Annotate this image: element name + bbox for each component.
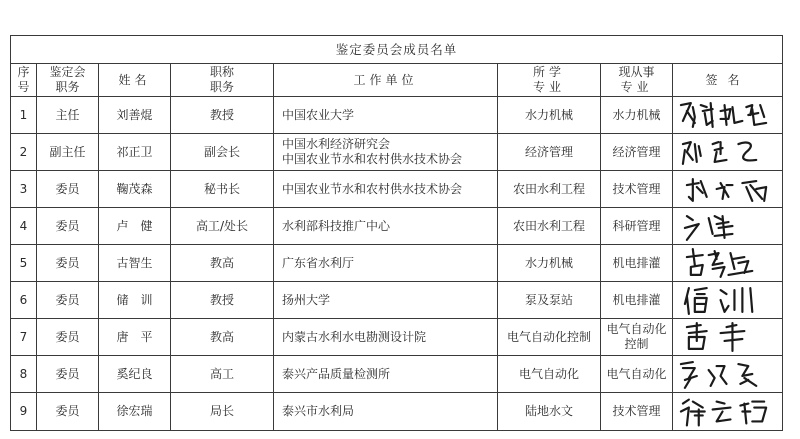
row-unit: 水利部科技推广中心 [274,208,498,245]
committee-roster-table [10,35,783,431]
row-current: 技术管理 [601,393,673,431]
handwritten-signature [673,134,782,170]
row-role: 委员 [37,245,99,282]
handwritten-signature [673,319,782,355]
handwritten-signature [673,97,782,133]
handwritten-signature [673,245,782,281]
signature-cell [673,393,783,431]
table-title-row [11,36,783,64]
row-current: 经济管理 [601,134,673,171]
table-row [11,97,783,134]
row-title: 教高 [171,319,274,356]
row-name: 古智生 [99,245,171,282]
row-unit: 中国水利经济研究会 中国农业节水和农村供水技术协会 [274,134,498,171]
row-role: 委员 [37,319,99,356]
row-no: 1 [11,97,37,134]
row-title: 教授 [171,282,274,319]
table-row [11,319,783,356]
header-name: 姓名 [99,64,171,97]
header-role: 鉴定会 职务 [37,64,99,97]
signature-cell [673,97,783,134]
row-current: 科研管理 [601,208,673,245]
row-no: 5 [11,245,37,282]
row-role: 委员 [37,393,99,431]
row-role: 委员 [37,208,99,245]
table-row [11,393,783,431]
row-no: 6 [11,282,37,319]
row-title: 局长 [171,393,274,431]
table-row [11,208,783,245]
row-name: 祁正卫 [99,134,171,171]
header-major: 所学 专业 [498,64,601,97]
row-current: 电气自动化 [601,356,673,393]
row-current: 机电排灌 [601,282,673,319]
row-major: 农田水利工程 [498,208,601,245]
row-current: 水力机械 [601,97,673,134]
row-major: 电气自动化 [498,356,601,393]
row-title: 高工 [171,356,274,393]
header-current: 现从事 专业 [601,64,673,97]
signature-cell [673,171,783,208]
table-row [11,282,783,319]
row-role: 委员 [37,282,99,319]
row-role: 主任 [37,97,99,134]
handwritten-signature [673,208,782,244]
header-row [11,64,783,97]
row-major: 经济管理 [498,134,601,171]
row-title: 教高 [171,245,274,282]
handwritten-signature [673,393,782,430]
row-major: 水力机械 [498,245,601,282]
row-name: 徐宏瑞 [99,393,171,431]
header-unit: 工作单位 [274,64,498,97]
row-role: 委员 [37,356,99,393]
row-unit: 中国农业节水和农村供水技术协会 [274,171,498,208]
handwritten-signature [673,356,782,392]
signature-cell [673,134,783,171]
row-no: 3 [11,171,37,208]
row-title: 教授 [171,97,274,134]
handwritten-signature [673,282,782,318]
row-current: 电气自动化 控制 [601,319,673,356]
handwritten-signature [673,171,782,207]
row-current: 机电排灌 [601,245,673,282]
row-unit: 内蒙古水利水电勘测设计院 [274,319,498,356]
row-name: 刘善焜 [99,97,171,134]
row-no: 9 [11,393,37,431]
row-name: 唐 平 [99,319,171,356]
row-no: 4 [11,208,37,245]
row-role: 委员 [37,171,99,208]
table-row [11,356,783,393]
row-unit: 中国农业大学 [274,97,498,134]
row-unit: 泰兴产品质量检测所 [274,356,498,393]
row-no: 7 [11,319,37,356]
table-row [11,134,783,171]
signature-cell [673,319,783,356]
row-unit: 扬州大学 [274,282,498,319]
signature-cell [673,356,783,393]
row-name: 储 训 [99,282,171,319]
row-current: 技术管理 [601,171,673,208]
header-title: 职称 职务 [171,64,274,97]
row-title: 秘书长 [171,171,274,208]
row-major: 水力机械 [498,97,601,134]
signature-cell [673,208,783,245]
row-no: 8 [11,356,37,393]
signature-cell [673,282,783,319]
row-major: 泵及泵站 [498,282,601,319]
table-title: 鉴定委员会成员名单 [11,36,783,64]
table-row [11,245,783,282]
row-unit: 泰兴市水利局 [274,393,498,431]
table-row [11,171,783,208]
row-name: 鞠茂森 [99,171,171,208]
signature-cell [673,245,783,282]
row-unit: 广东省水利厅 [274,245,498,282]
row-name: 卢 健 [99,208,171,245]
row-title: 高工/处长 [171,208,274,245]
row-major: 电气自动化控制 [498,319,601,356]
header-no: 序 号 [11,64,37,97]
row-major: 农田水利工程 [498,171,601,208]
row-title: 副会长 [171,134,274,171]
row-no: 2 [11,134,37,171]
row-name: 奚纪良 [99,356,171,393]
row-role: 副主任 [37,134,99,171]
row-major: 陆地水文 [498,393,601,431]
header-signature: 签名 [673,64,783,97]
